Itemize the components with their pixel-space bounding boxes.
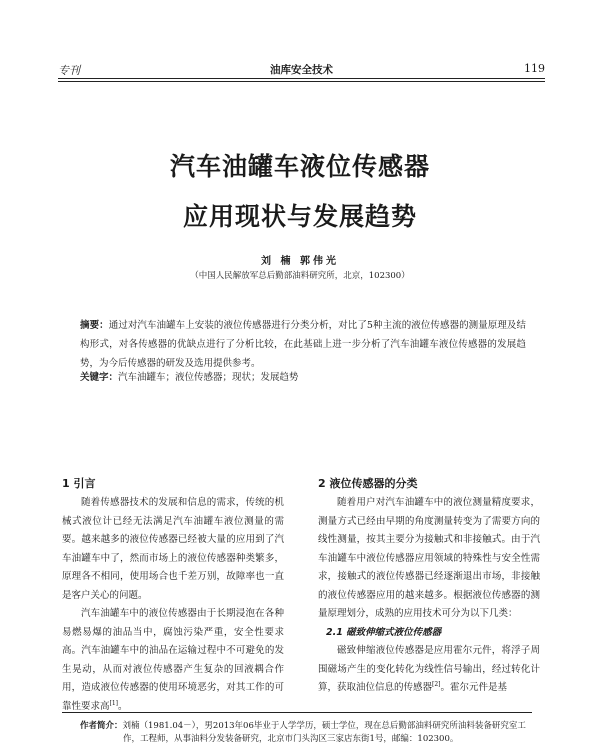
subsection-2-1-end: 。霍尔元件是基 [440,682,508,693]
keywords-label: 关键字： [80,372,119,383]
subsection-2-1-heading: 2.1 磁致伸缩式液位传感器 [326,626,442,638]
page-number: 119 [524,62,545,75]
keywords [80,368,526,387]
abstract-label: 摘要： [80,320,109,331]
page-title-line-2: 应用现状与发展趋势 [182,202,417,231]
section-1-paragraph-2-end: 。 [118,700,128,712]
section-2-heading: 2 液位传感器的分类 [318,477,418,490]
left-column [62,475,284,716]
subsection-2-1-text: 磁致伸缩液位传感器是应用霍尔元件，将浮子周围磁场产生的变化转化为线性信号输出，经过转化计算，获取油位信息的传感器 [318,645,540,693]
footnote-label: 作者简介： [80,721,123,731]
page-title-line-1: 汽车油罐车液位传感器 [169,152,430,181]
section-1-heading: 1 引言 [62,477,96,490]
journal-column-name: 油库安全技术 [270,64,333,76]
section-1-paragraph-2-text: 汽车油罐车中的液位传感器由于长期浸泡在各种易燃易爆的油品当中，腐蚀污染严重，安全性要求高。汽车油罐车中的油品在运输过程中不可避免的发生晃动，从而对液位传感器产生复杂的回液耦合作用，造成液位传感器的使用环境恶劣，对其工作的可靠性要求高 [62,608,284,712]
abstract [80,316,526,373]
affiliation: （中国人民解放军总后勤部油料研究所，北京，102300） [190,271,410,281]
keywords-text: 汽车油罐车；液位传感器；现状；发展趋势 [118,372,299,383]
abstract-text: 通过对汽车油罐车上安装的液位传感器进行分类分析，对比了5种主流的液位传感器的测量原理及结构形式，对各传感器的优缺点进行了分析比较，在此基础上进一步分析了汽车油罐车液位传感器的发展趋势，为今后传感器的研发及选用提供参考。 [80,320,526,369]
section-2-paragraph-1: 随着用户对汽车油罐车中的液位测量精度要求，测量方式已经由早期的角度测量转变为了需要方向的线性测量，按其主要分为接触式和非接触式。由于汽车油罐车中液位传感器应用领域的特殊性与安全性需求，接触式的液位传感器已经逐渐退出市场，非接触的液位传感器应用的越来越多。根据液位传感器的测量原理划分，成熟的应用技术可分为以下几类： [318,497,540,619]
running-header [58,62,545,78]
footnote-line-1: 刘楠（1981.04－），男2013年06毕业于人学学历，硕士学位，现在总后勤部油料研究所油料装备研究室工 [122,721,526,731]
author-footnote [80,720,550,745]
citation-1: [1] [109,699,119,707]
authors: 刘 楠 郭伟光 [261,256,339,267]
journal-section-label: 专刊 [58,64,80,77]
citation-2: [2] [432,681,441,688]
section-1-paragraph-2 [62,605,284,716]
section-1-paragraph-1: 随着传感器技术的发展和信息的需求，传统的机械式液位计已经无法满足汽车油罐车液位测量的需要。越来越多的液位传感器已经被大量的应用到了汽车油罐车中了，然而市场上的液位传感器种类繁多，原理各不相同，使用场合也千差万别，故障率也一直是客户关心的问题。 [62,497,284,601]
header-rule-thin [58,81,545,82]
right-column [318,475,540,698]
header-rule [58,78,545,79]
subsection-2-1-paragraph [318,642,540,698]
footnote-rule [62,712,532,713]
footnote-line-2: 作，工程师，从事油料分发装备研究，北京市门头沟区三家店东街1号，邮编：102300。 [123,733,459,744]
